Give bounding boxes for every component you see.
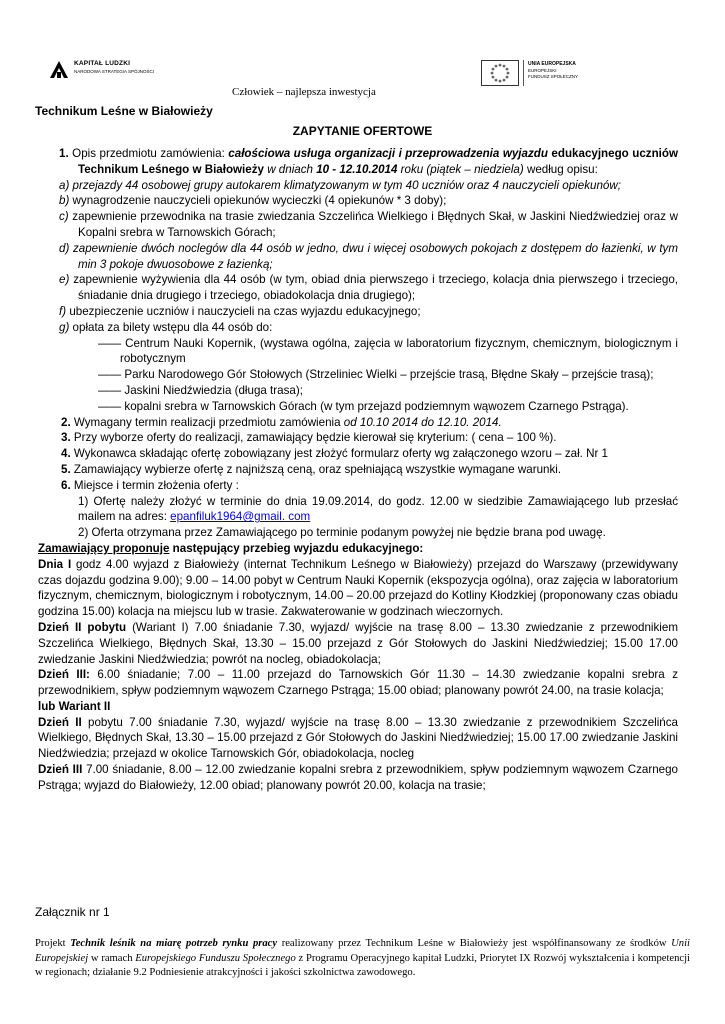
eu-logo-line2: EUROPEJSKI: [528, 68, 557, 73]
item-6-point-1-text: 1) Ofertę należy złożyć w terminie do dnia 19.09.2014, do godz. 12.00 w siedzibie Zamawiającego lub przesłać mailem na adres:: [78, 494, 678, 524]
footer-note: [35, 937, 690, 981]
item-5-text: Zamawiający wybierze ofertę z najniższą ceną, oraz spełniającą wszystkie wymagane warunki.: [73, 462, 562, 476]
plan-day-1: [38, 557, 678, 620]
subitem-text: ubezpieczenie uczniów i nauczycieli na czas wyjazdu edukacyjnego;: [69, 304, 421, 318]
eu-logo-subtitle: [528, 68, 578, 80]
dash-bullet: ——: [98, 368, 122, 382]
plan-variant-2: lub Wariant II: [38, 699, 111, 713]
item-6-point-2: 2) Oferta otrzymana przez Zamawiającego po terminie podanym powyżej nie będzie brana pod uwagę.: [78, 526, 606, 540]
plan-day-2: [38, 620, 678, 667]
subitem: [38, 304, 678, 320]
item-3-number: 3.: [61, 431, 71, 445]
plan-v2-day-3-text: 7.00 śniadanie, 8.00 – 12.00 zwiedzanie kopalni srebra z przewodnikiem, spływ podziemnym wąwozem Czarnego Pstrąga; wyjazd do Białowieży, 12.00 obiad; planowany powrót 20.00, kolacja na trasie;: [38, 763, 678, 792]
ticket-item: [38, 383, 678, 399]
subitem: [38, 193, 678, 209]
subitem-letter: e): [59, 273, 70, 287]
item-1-tail: według opisu:: [523, 162, 598, 176]
plan-day-1-label: Dnia I: [38, 557, 72, 571]
subitem-text: wynagrodzenie nauczycieli opiekunów wycieczki (4 opiekunów * 3 doby);: [72, 194, 447, 208]
subitem: [38, 272, 678, 304]
subitem: [38, 209, 678, 241]
subitem-list: [38, 178, 678, 336]
item-1-subject-cont: edukacyjnego uczniów Technikum Leśnego w Białowieży: [78, 147, 678, 176]
item-2: [38, 415, 678, 431]
ticket-item: [38, 336, 678, 368]
plan-day-3-text: 6.00 śniadanie; 7.00 – 11.00 przejazd do Tarnowskich Gór 11.30 – 14.30 zwiedzanie kopalni srebra z przewodnikiem, spływ podziemnym wąwozem Czarnego Pstrąga; 15.00 obiad; planowany powrót 24.00, na trasie kolacja;: [38, 668, 678, 698]
item-1-number: 1.: [59, 147, 69, 160]
plan-v2-day-2-text: pobytu 7.00 śniadanie 7.30, wyjazd/ wyjście na trasę 8.00 – 13.30 zwiedzanie z przewodnikiem Szczelińca Wielkiego, Błędnych Skał, 13.30 – 15.00 przejazd z Gór Stołowych do Jaskini Niedźwiedziej; 15.00 17.00 zwiedzanie Jaskini Niedźwiedzia; przejazd w okolice Tarnowskich Gór, obiadokolacja, nocleg: [38, 715, 678, 761]
contact-email-link[interactable]: epanfiluk1964@gmail. com: [170, 510, 311, 524]
plan-v2-day-2-label: Dzień II: [38, 715, 82, 729]
ticket-list: [38, 336, 678, 415]
plan-day-3-label: Dzień III:: [38, 668, 90, 682]
document-body: [38, 146, 678, 794]
document-title: ZAPYTANIE OFERTOWE: [292, 124, 433, 138]
item-2-text: Wymagany termin realizacji przedmiotu zamówienia: [73, 415, 344, 429]
kl-logo-line1: KAPITAŁ LUDZKI: [74, 60, 131, 67]
subitem-letter: g): [59, 320, 70, 334]
plan-day-2-text: (Wariant I) 7.00 śniadanie 7.30, wyjazd/ wyjście na trasę 8.00 – 13.30 zwiedzanie z przewodnikiem Szczelińca Wielkiego, Błędnych Skał, 13.30 – 15.00 przejazd z Gór Stołowych do Jaskini Niedźwiedziej; 15.00 17.00 zwiedzanie Jaskini Niedźwiedzia; powrót na nocleg, obiadokolacja;: [38, 620, 678, 666]
item-4: [38, 446, 678, 462]
eu-logo-line3: FUNDUSZ SPOŁECZNY: [528, 74, 579, 79]
ticket-item: [38, 367, 678, 383]
plan-day-1-text: godz 4.00 wyjazd z Białowieży (internat Technikum Leśnego w Białowieży) przejazd do Warszawy (przewidywany czas dojazdu godzina 9.00); 9.00 – 14.00 pobyt w Centrum Nauki Kopernik (ekspozycja ogólna), oraz zajęcia w laboratorium fizycznym, chemicznym, biologicznym i robotycznym, 14.00 – 20.00 przejazd do Kotliny Kłodzkiej (proponowany czas obiadu godzina 15.00) kolacja na miejscu lub w trasie. Zakwaterowanie w godzinach wieczornych.: [38, 557, 678, 619]
subitem: [38, 178, 678, 194]
item-1-days: roku (piątek – niedziela): [397, 162, 524, 176]
subitem: [38, 320, 678, 336]
eu-logo: [481, 60, 591, 90]
dash-bullet: ——: [98, 399, 122, 413]
footer-c: realizowany przez Technikum Leśne w Białowieży jest współfinansowany ze środków: [277, 938, 672, 949]
subitem-letter: c): [59, 210, 69, 224]
item-1-dates: 10 - 12.10.2014: [316, 162, 398, 176]
item-5: [38, 462, 678, 478]
subitem-letter: a): [59, 178, 70, 192]
subitem-letter: d): [59, 241, 70, 255]
kl-logo-line2: NARODOWA STRATEGIA SPÓJNOŚCI: [74, 69, 155, 74]
plan-v2-day-3: [38, 762, 678, 794]
plan-heading-a: Zamawiający proponuje: [38, 541, 170, 555]
ticket-text: Jaskini Niedźwiedzia (długa trasa);: [124, 383, 303, 397]
plan-heading-b: następujący przebieg wyjazdu edukacyjnego:: [169, 541, 424, 555]
item-5-number: 5.: [61, 462, 71, 476]
footer-project-name: Technik leśnik na miarę potrzeb rynku pracy: [70, 938, 278, 949]
item-3: [38, 430, 678, 446]
plan-day-2-label: Dzień II pobytu: [38, 620, 127, 634]
footer-e: w ramach: [88, 952, 136, 964]
dash-bullet: ——: [98, 383, 122, 397]
eu-logo-divider: [523, 60, 524, 86]
ticket-text: kopalni srebra w Tarnowskich Górach (w tym przejazd podziemnym wąwozem Czarnego Pstrąga).: [124, 399, 629, 413]
subitem: [38, 241, 678, 273]
subitem-text: zapewnienie wyżywienia dla 44 osób (w tym, obiad dnia pierwszego i trzeciego, kolacja dnia pierwszego i trzeciego, śniadanie dnia drugiego i trzeciego, obiadokolacja dnia drugiego);: [73, 273, 678, 303]
subitem-letter: f): [59, 304, 67, 318]
subitem-text: opłata za bilety wstępu dla 44 osób do:: [72, 320, 273, 334]
item-6-point-1: [38, 494, 678, 526]
item-3-text: Przy wyborze oferty do realizacji, zamawiający będzie kierował się kryterium: ( cena – 100 %).: [73, 431, 557, 445]
footer-a: Projekt: [35, 938, 71, 949]
item-2-dates: od 10.10 2014 do 12.10. 2014.: [343, 415, 502, 429]
item-4-number: 4.: [61, 447, 71, 461]
plan-day-3: [38, 667, 678, 699]
ticket-text: Centrum Nauki Kopernik, (wystawa ogólna, zajęcia w laboratorium fizycznym, chemicznym, biologicznym i robotycznym: [120, 336, 678, 366]
item-1-dates-prefix: w dniach: [263, 162, 317, 176]
subitem-text: zapewnienie dwóch noclegów dla 44 osób w jedno, dwu i więcej osobowych pokojach z dostępem do łazienki, w tym min 3 pokoje dwuosobowe z łazienką;: [72, 241, 678, 271]
item-6-number: 6.: [61, 478, 71, 492]
footer-eu: Unii Europejskiej: [35, 938, 690, 964]
subitem-letter: b): [59, 194, 70, 208]
footer-efs: Europejskiego Funduszu Społecznego: [135, 952, 296, 964]
motto: Człowiek – najlepsza inwestycja: [232, 86, 376, 98]
plan-v2-day-2: [38, 715, 678, 762]
item-4-text: Wykonawca składając ofertę zobowiązany jest złożyć formularz oferty wg załączonego wzoru – zał. Nr 1: [73, 447, 608, 461]
dash-bullet: ——: [98, 336, 122, 350]
attachment-label: Załącznik nr 1: [35, 905, 110, 919]
kapital-ludzki-mark-icon: [48, 58, 70, 80]
item-6: [38, 478, 678, 494]
item-6-text: Miejsce i termin złożenia oferty :: [73, 478, 239, 492]
footer-g: z Programu Operacyjnego kapitał Ludzki, Priorytet IX Rozwój wykształcenia i kompetencji w regionach; działanie 9.2 Podniesienie atrakcyjności i jakości szkolnictwa zawodowego.: [35, 952, 690, 979]
subitem-text: zapewnienie przewodnika na trasie zwiedzania Szczelińca Wielkiego i Błędnych Skał, w Jaskini Niedźwiedziej oraz w Kopalni srebra w Tarnowskich Górach;: [72, 210, 678, 239]
ticket-text: Parku Narodowego Gór Stołowych (Strzeliniec Wielki – przejście trasą, Błędne Skały – przejście trasą);: [124, 368, 654, 382]
ticket-item: [38, 399, 678, 415]
eu-flag-icon: [481, 60, 519, 86]
subitem-text: przejazdy 44 osobowej grupy autokarem klimatyzowanym w tym 40 uczniów oraz 4 nauczycieli opiekunów;: [72, 178, 621, 192]
eu-logo-line1: UNIA EUROPEJSKA: [528, 61, 576, 67]
plan-heading: [38, 541, 678, 557]
plan-v2-day-3-label: Dzień III: [38, 763, 83, 777]
item-2-number: 2.: [61, 415, 71, 429]
item-1-lead: Opis przedmiotu zamówienia:: [72, 147, 229, 160]
item-1-subject: całościowa usługa organizacji i przeprowadzenia wyjazdu: [228, 147, 548, 160]
item-1: [38, 146, 678, 178]
kapital-ludzki-logo: [48, 58, 158, 84]
school-name: Technikum Leśne w Białowieży: [35, 104, 213, 118]
